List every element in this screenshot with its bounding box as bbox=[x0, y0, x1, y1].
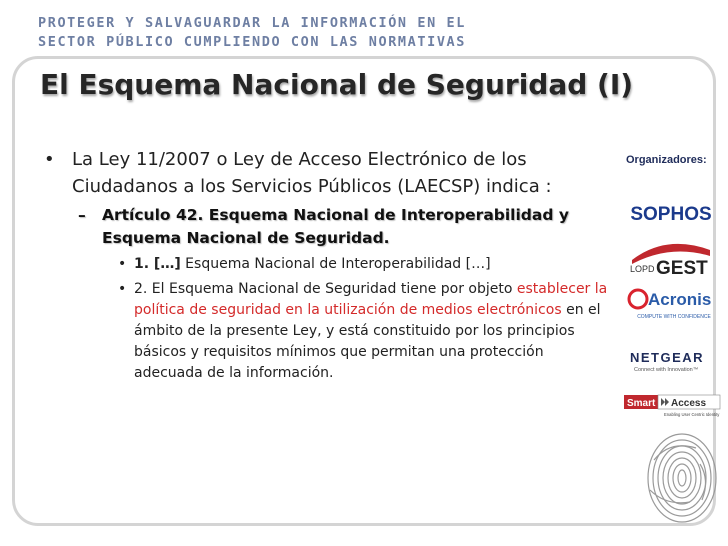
bullet-level-1 bbox=[30, 146, 610, 200]
acronis-tagline: COMPUTE WITH CONFIDENCE bbox=[637, 314, 711, 320]
bullet-dash-icon: – bbox=[78, 206, 86, 224]
smartaccess-left-text: Smart bbox=[627, 398, 656, 409]
item-2-highlight: establecer la política de seguridad en la utilización de medios electrónicos bbox=[134, 281, 608, 318]
netgear-logo bbox=[626, 346, 718, 374]
bullet-level-2 bbox=[30, 204, 610, 250]
organizers-sidebar bbox=[618, 146, 722, 166]
lopdgest-big-text: GEST bbox=[656, 258, 708, 278]
header-line-1: PROTEGER Y SALVAGUARDAR LA INFORMACIÓN EN EL bbox=[38, 15, 467, 31]
lopdgest-logo bbox=[626, 238, 718, 278]
sophos-logo-text: SOPHOS bbox=[630, 204, 712, 225]
bullet-level-1-text: La Ley 11/2007 o Ley de Acceso Electrónico de los Ciudadanos a los Servicios Públicos (LAECSP) indica : bbox=[72, 149, 552, 197]
bullet-dot-icon: • bbox=[118, 256, 127, 272]
item-1-number: 1. […] bbox=[134, 256, 181, 272]
bullet-level-3-item-2 bbox=[30, 279, 610, 384]
bullet-dot-icon: • bbox=[44, 149, 55, 170]
netgear-text: NETGEAR bbox=[630, 350, 705, 365]
organizers-label: Organizadores: bbox=[626, 154, 707, 166]
item-2-text-start: 2. El Esquema Nacional de Seguridad tiene por objeto bbox=[134, 281, 517, 297]
acronis-logo bbox=[626, 286, 720, 322]
acronis-text: Acronis bbox=[648, 290, 712, 309]
smartaccess-right-text: Access bbox=[671, 398, 707, 409]
acronis-ring-icon bbox=[629, 290, 647, 308]
fingerprint-icon bbox=[640, 420, 720, 526]
lopdgest-small-text: LOPD bbox=[630, 264, 655, 274]
smartaccess-logo bbox=[624, 394, 722, 418]
slide-title: El Esquema Nacional de Seguridad (I) bbox=[40, 68, 634, 101]
item-1-text: Esquema Nacional de Interoperabilidad […] bbox=[180, 256, 491, 272]
slide-content bbox=[30, 146, 610, 384]
smartaccess-tagline: Enabling User Centric Identity bbox=[664, 412, 720, 417]
presentation-header bbox=[38, 14, 598, 52]
netgear-tagline: Connect with Innovation™ bbox=[634, 367, 699, 373]
bullet-level-2-text: Artículo 42. Esquema Nacional de Interoperabilidad y Esquema Nacional de Seguridad. bbox=[102, 206, 569, 247]
item-2-text-end: en el ámbito de la presente Ley, y está constituido por los principios básicos y requisitos mínimos que permitan una protección adecuada de la información. bbox=[134, 302, 601, 381]
bullet-dot-icon: • bbox=[118, 281, 127, 297]
header-line-2: SECTOR PÚBLICO CUMPLIENDO CON LAS NORMATIVAS bbox=[38, 34, 467, 50]
bullet-level-3-item-1 bbox=[30, 254, 610, 275]
sophos-logo bbox=[624, 198, 718, 230]
fingerprint-decoration bbox=[640, 420, 720, 526]
